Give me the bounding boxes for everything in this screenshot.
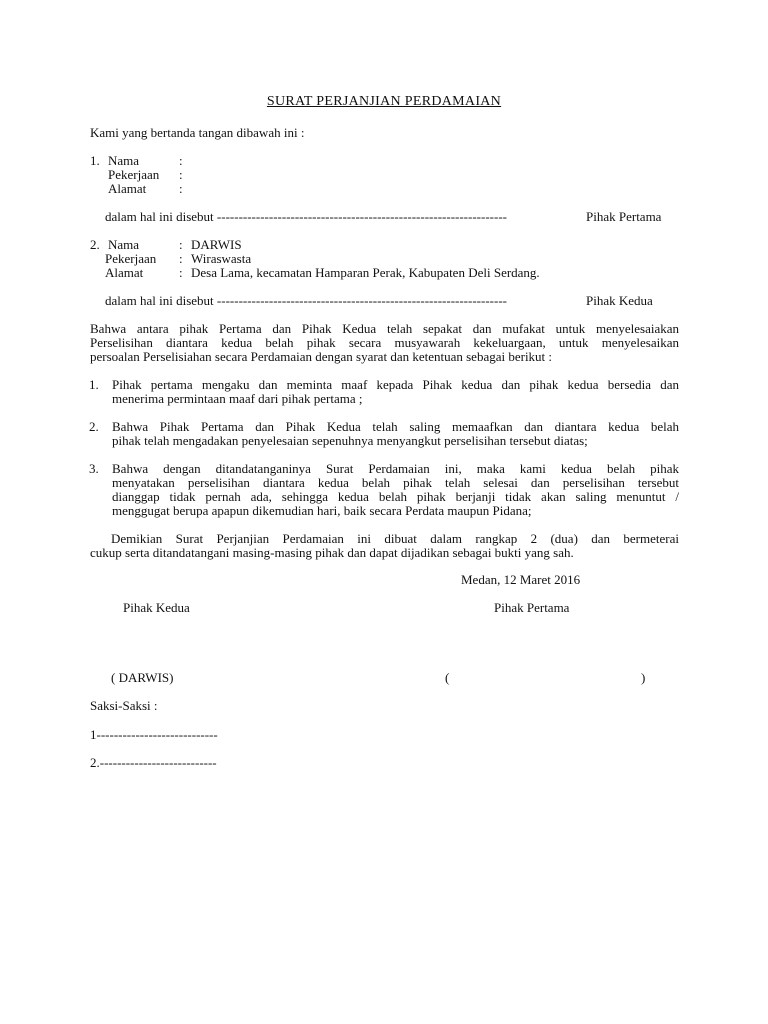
party1-job-label: Pekerjaan — [108, 167, 160, 182]
term-line: menyatakan perselisihan diantara kedua belah pihak telah selesai dan perselisihan tersebut — [112, 475, 679, 490]
intro-text: Kami yang bertanda tangan dibawah ini : — [90, 125, 305, 140]
party1-number: 1. — [90, 153, 100, 168]
party2-job-label: Pekerjaan — [105, 251, 157, 266]
closing-line: cukup serta ditandatangani masing-masing pihak dan dapat dijadikan sebagai bukti yang sah. — [90, 545, 574, 560]
witness-line: 1---------------------------- — [90, 727, 218, 742]
closing-line: Demikian Surat Perjanjian Perdamaian ini dibuat dalam rangkap 2 (dua) dan bermeterai — [111, 531, 679, 546]
party2-address-label: Alamat — [105, 265, 144, 280]
signature-right-close-paren: ) — [641, 670, 646, 685]
term-line: menggugat berupa apapun dikemudian hari, baik secara Perdata maupun Pidana; — [112, 503, 532, 518]
party2-name-sep: : — [179, 237, 183, 252]
term-item — [112, 378, 679, 406]
term-number: 1. — [89, 377, 99, 392]
party2-designation-role: Pihak Kedua — [586, 293, 653, 308]
document-title: SURAT PERJANJIAN PERDAMAIAN — [266, 94, 502, 109]
party2-address-sep: : — [179, 265, 183, 280]
term-line: dianggap tidak pernah ada, sehingga kedua belah pihak berjanji tidak akan saling menuntut / — [112, 489, 679, 504]
signature-left-title: Pihak Kedua — [123, 600, 190, 615]
signature-left-name: ( DARWIS) — [111, 670, 174, 685]
party2-job-value: Wiraswasta — [191, 251, 252, 266]
party2-number: 2. — [90, 237, 100, 252]
party1-name-label: Nama — [108, 153, 140, 168]
party2-name-label: Nama — [108, 237, 140, 252]
term-line: Bahwa dengan ditandatanganinya Surat Perdamaian ini, maka kami kedua belah pihak — [112, 461, 679, 476]
signature-right-title: Pihak Pertama — [494, 600, 570, 615]
agreement-paragraph — [90, 322, 679, 364]
term-line: Pihak pertama mengaku dan meminta maaf kepada Pihak kedua dan pihak kedua bersedia dan — [112, 377, 679, 392]
term-line: Bahwa Pihak Pertama dan Pihak Kedua telah saling memaafkan dan diantara kedua belah — [112, 419, 679, 434]
party1-job-sep: : — [179, 167, 183, 182]
term-line: menerima permintaan maaf dari pihak pertama ; — [112, 391, 363, 406]
party1-designation-text: dalam hal ini disebut ------------------------------------------------------------------- — [105, 210, 507, 224]
term-line: pihak telah mengadakan penyelesaian sepenuhnya menyangkut perselisihan tersebut diatas; — [112, 433, 588, 448]
agreement-line: persoalan Perselisiahan secara Perdamaian dengan syarat dan ketentuan sebagai berikut : — [90, 349, 553, 364]
term-number: 3. — [89, 461, 99, 476]
party2-job-sep: : — [179, 251, 183, 266]
term-item — [112, 462, 679, 518]
party1-designation-role: Pihak Pertama — [586, 209, 662, 224]
party2-designation-text: dalam hal ini disebut ------------------------------------------------------------------- — [105, 294, 507, 308]
agreement-line: Bahwa antara pihak Pertama dan Pihak Kedua telah sepakat dan mufakat untuk menyelesaiakan — [90, 321, 679, 336]
witness-heading: Saksi-Saksi : — [90, 698, 158, 713]
term-number: 2. — [89, 419, 99, 434]
signature-right-open-paren: ( — [445, 670, 450, 685]
term-item — [112, 420, 679, 448]
party1-name-sep: : — [179, 153, 183, 168]
party2-address-value: Desa Lama, kecamatan Hamparan Perak, Kabupaten Deli Serdang. — [191, 265, 540, 280]
witness-line: 2.--------------------------- — [90, 755, 217, 770]
place-date: Medan, 12 Maret 2016 — [461, 572, 581, 587]
party2-name-value: DARWIS — [191, 237, 242, 252]
party1-address-label: Alamat — [108, 181, 147, 196]
closing-paragraph — [90, 532, 679, 560]
party1-address-sep: : — [179, 181, 183, 196]
agreement-line: Perselisihan diantara kedua belah pihak secara musyawarah kekeluargaan, untuk menyelesaikan — [90, 335, 679, 350]
